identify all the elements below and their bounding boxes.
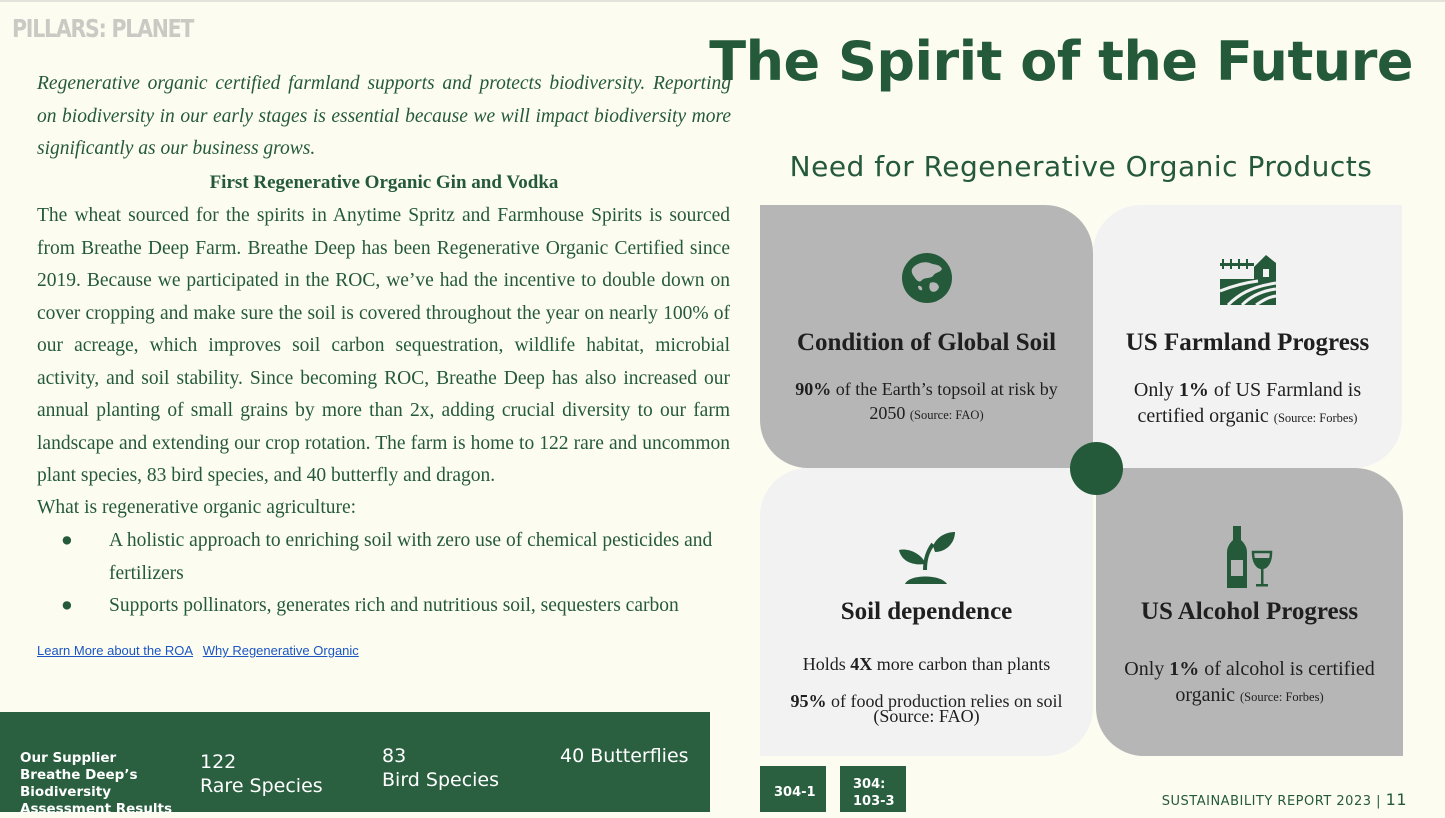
card-highlight: 90% — [795, 379, 832, 399]
bullet-glyph: ● — [61, 595, 73, 616]
page-number: 11 — [1385, 790, 1407, 809]
card-body: more carbon than plants — [872, 654, 1051, 674]
card-highlight: 1% — [1169, 658, 1200, 680]
card-prefix: Holds — [802, 654, 851, 674]
global-soil-card — [760, 205, 1093, 468]
us-alcohol-card — [1096, 468, 1403, 756]
card-prefix: Only — [1133, 379, 1179, 401]
card-highlight: 1% — [1178, 379, 1209, 401]
stat-rare-species — [200, 750, 323, 798]
body-text: The wheat sourced for the spirits in Anytime Spritz and Farmhouse Spirits is sourced from Breathe Deep Farm. Breathe Deep has been Regenerative Organic Certified since 2019. Because we participated in the ROC, we’ve had the incentive to double down on cover cropping and make sure the soil is covered throughout the year on nearly 100% of our acreage, which improves soil carbon sequestration, wildlife habitat, microbial activity, and soil stability. Since becoming ROC, Breathe Deep has also increased our annual planting of small grains by more than 2x, adding crucial diversity to our farm landscape and extending our crop rotation. The farm is home to 122 rare and uncommon plant species, 83 bird species, and 40 butterfly and dragon. — [37, 205, 730, 486]
links-row — [37, 643, 365, 658]
pillar-label: PILLARS: PLANET — [12, 14, 194, 43]
us-farmland-card — [1093, 205, 1402, 468]
stat-number: 122 — [200, 751, 237, 773]
bullet-glyph: ● — [61, 530, 73, 551]
stat-label: 40 Butterflies — [560, 745, 689, 767]
top-border — [0, 0, 1445, 2]
gri-code-badge: 304: 103-3 — [840, 766, 906, 812]
card-title: Condition of Global Soil — [796, 329, 1057, 356]
card-source: (Source: Forbes) — [1239, 690, 1324, 704]
stats-band — [0, 712, 710, 817]
card-text — [1096, 656, 1403, 710]
bullet-text: Supports pollinators, generates rich and nutritious soil, sequesters carbon — [109, 595, 679, 616]
stat-number: 83 — [382, 745, 407, 767]
sprout-icon — [897, 530, 957, 591]
stat-butterflies — [560, 744, 689, 768]
wine-bottle-glass-icon — [1225, 524, 1275, 595]
card-highlight: 4X — [850, 654, 873, 674]
soil-dependence-card — [760, 468, 1093, 756]
list-item — [37, 590, 737, 623]
footer — [1162, 790, 1407, 809]
card-title: US Farmland Progress — [1125, 329, 1370, 356]
card-body: of alcohol is certified organic — [1175, 658, 1375, 706]
card-text — [760, 377, 1093, 427]
gri-code-badge: 304-1 — [760, 766, 826, 812]
footer-label: SUSTAINABILITY REPORT 2023 | — [1161, 794, 1386, 809]
list-item — [37, 525, 737, 590]
stat-label: Bird Species — [382, 769, 500, 791]
globe-icon — [900, 251, 954, 310]
stat-bird-species — [382, 744, 499, 792]
what-is-heading: What is regenerative organic agriculture: — [37, 497, 357, 518]
card-source: (Source: FAO) — [873, 706, 980, 726]
card-prefix: Only — [1124, 658, 1170, 680]
page-title: The Spirit of the Future — [709, 30, 1413, 93]
card-highlight: 95% — [790, 691, 827, 711]
section-subheading: First Regenerative Organic Gin and Vodka — [209, 172, 559, 193]
why-regenerative-organic-link[interactable]: Why Regenerative Organic — [202, 643, 359, 658]
stat-label: Rare Species — [200, 775, 323, 797]
card-body: of food production relies on soil — [826, 691, 1063, 711]
bullet-list — [37, 525, 737, 623]
bullet-text: A holistic approach to enriching soil with zero use of chemical pesticides and fertilizers — [109, 530, 713, 584]
card-text-line1 — [760, 652, 1093, 676]
card-title: US Alcohol Progress — [1140, 598, 1359, 625]
card-body: of US Farmland is certified organic — [1137, 379, 1362, 427]
farm-barn-icon — [1218, 249, 1278, 312]
right-subtitle: Need for Regenerative Organic Products — [789, 150, 1373, 183]
card-source: (Source: FAO) — [909, 408, 984, 422]
card-source: (Source: Forbes) — [1273, 411, 1358, 425]
body-paragraph — [37, 200, 730, 493]
center-dot — [1070, 442, 1123, 495]
stats-caption: Our Supplier Breathe Deep’s Biodiversity Assessment Results — [20, 750, 173, 817]
intro-paragraph: Regenerative organic certified farmland supports and protects biodiversity. Reporting on biodiversity in our early stages is essential because we will impact biodiversity more significantly as our business grows. — [37, 73, 731, 159]
card-text — [1093, 377, 1402, 431]
learn-more-roa-link[interactable]: Learn More about the ROA — [37, 643, 194, 658]
card-body: of the Earth’s topsoil at risk by 2050 — [831, 379, 1058, 423]
card-title: Soil dependence — [840, 598, 1013, 625]
